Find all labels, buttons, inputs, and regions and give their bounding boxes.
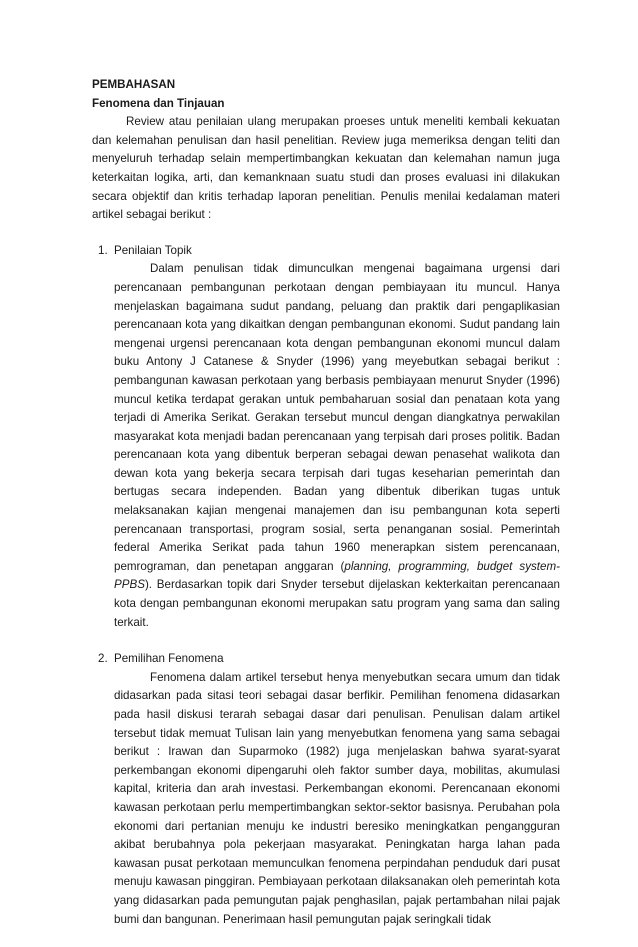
review-list: [92, 242, 560, 929]
item-body: Fenomena dalam artikel tersebut henya menyebutkan secara umum dan tidak didasarkan pada sitasi teori sebagai dasar berfikir. Pemilihan fenomena didasarkan pada hasil diskusi terarah sebagai dasar dari penulisan. Penulisan dalam artikel tersebut tidak memuat Tulisan lain yang menyebutkan fenomena yang sama sebagai berikut : Irawan dan Suparmoko (1982) juga menjelaskan bahwa syarat-syarat perkembangan ekonomi dipengaruhi oleh faktor sumber daya, mobilitas, akumulasi kapital, kriteria dan arah investasi. Perkembangan ekonomi. Perencanaan ekonomi kawasan perkotaan perlu mempertimbangkan sektor-sektor basisnya. Perubahan pola ekonomi dari pertanian menuju ke industri beresiko meningkatkan pengangguran akibat berubahnya pola pekerjaan masyarakat. Peningkatan harga lahan pada kawasan pusat perkotaan memunculkan fenomena perpindahan penduduk dari pusat menuju kawasan pinggiran. Pembiayaan perkotaan dilaksanakan oleh pemerintah kota yang didasarkan pada pemungutan pajak penghasilan, pajak pertambahan nilai pajak bumi dan bangunan. Penerimaan hasil pemungutan pajak seringkali tidak: [114, 670, 561, 926]
item-body: [114, 260, 560, 632]
item-body-italic: planning, programming, budget system-PPBS: [114, 559, 560, 592]
item-title: Pemilihan Fenomena: [114, 652, 224, 666]
list-item: [92, 650, 560, 929]
intro-paragraph: Review atau penilaian ulang merupakan proeses untuk meneliti kembali kekuatan dan kelemahan penulisan dan hasil penelitian. Review juga memeriksa dengan teliti dan menyeluruh terhadap selain mempertimbangkan kekuatan dan kelemahan namun juga keterkaitan logika, arti, dan kemanknaan suatu studi dan proses evaluasi ini dilakukan secara objektif dan kritis terhadap laporan penelitian. Penulis menilai kedalaman materi artikel sebagai berikut :: [92, 115, 560, 222]
subsection-title: Fenomena dan Tinjauan: [92, 96, 225, 110]
item-body-text: Dalam penulisan tidak dimunculkan mengenai bagaimana urgensi dari perencanaan pembangunan perkotaan dengan pembiayaan itu muncul. Hanya menjelaskan bagaimana sudut pandang, peluang dan praktik dari pengaplikasian perencanaan kota yang dikaitkan dengan pembangunan ekonomi. Sudut pandang lain mengenai urgensi perencanaan kota dengan pembangunan ekonomi muncul dalam buku Antony J Catanese & Snyder (1996) yang meyebutkan sebagai berikut : pembangunan kawasan perkotaan yang berbasis pembiayaan menurut Snyder (1996) muncul ketika terdapat gerakan untuk pembaharuan sosial dan penataan kota yang terjadi di Amerika Serikat. Gerakan tersebut muncul dengan diangkatnya perwakilan masyarakat kota menjadi badan perencanaan yang terpisah dari proses politik. Badan perencanaan kota yang dibentuk berperan sebagai dewan penasehat walikota dan dewan kota yang bekerja secara terpisah dari tugas keseharian pemerintah dan bertugas secara independen. Badan yang dibentuk diberikan tugas untuk melaksanakan kajian mengenai manajemen dan isu pembangunan kota seperti perencanaan transportasi, program sosial, serta penanganan sosial. Pemerintah federal Amerika Serikat pada tahun 1960 menerapkan sistem perencanaan, pemrograman, dan penetapan anggaran (: [114, 262, 560, 573]
list-number: 1.: [98, 243, 108, 257]
section-title: PEMBAHASAN: [92, 78, 176, 91]
document-page: [92, 76, 560, 947]
list-number: 2.: [98, 652, 108, 666]
item-body-text-end: ). Berdasarkan topik dari Snyder tersebut dijelaskan kekterkaitan perencanaan kota dengan pembangunan ekonomi merupakan satu program yang sama dan saling terkait.: [114, 578, 560, 629]
item-title: Penilaian Topik: [114, 243, 192, 257]
list-item: [92, 242, 560, 632]
